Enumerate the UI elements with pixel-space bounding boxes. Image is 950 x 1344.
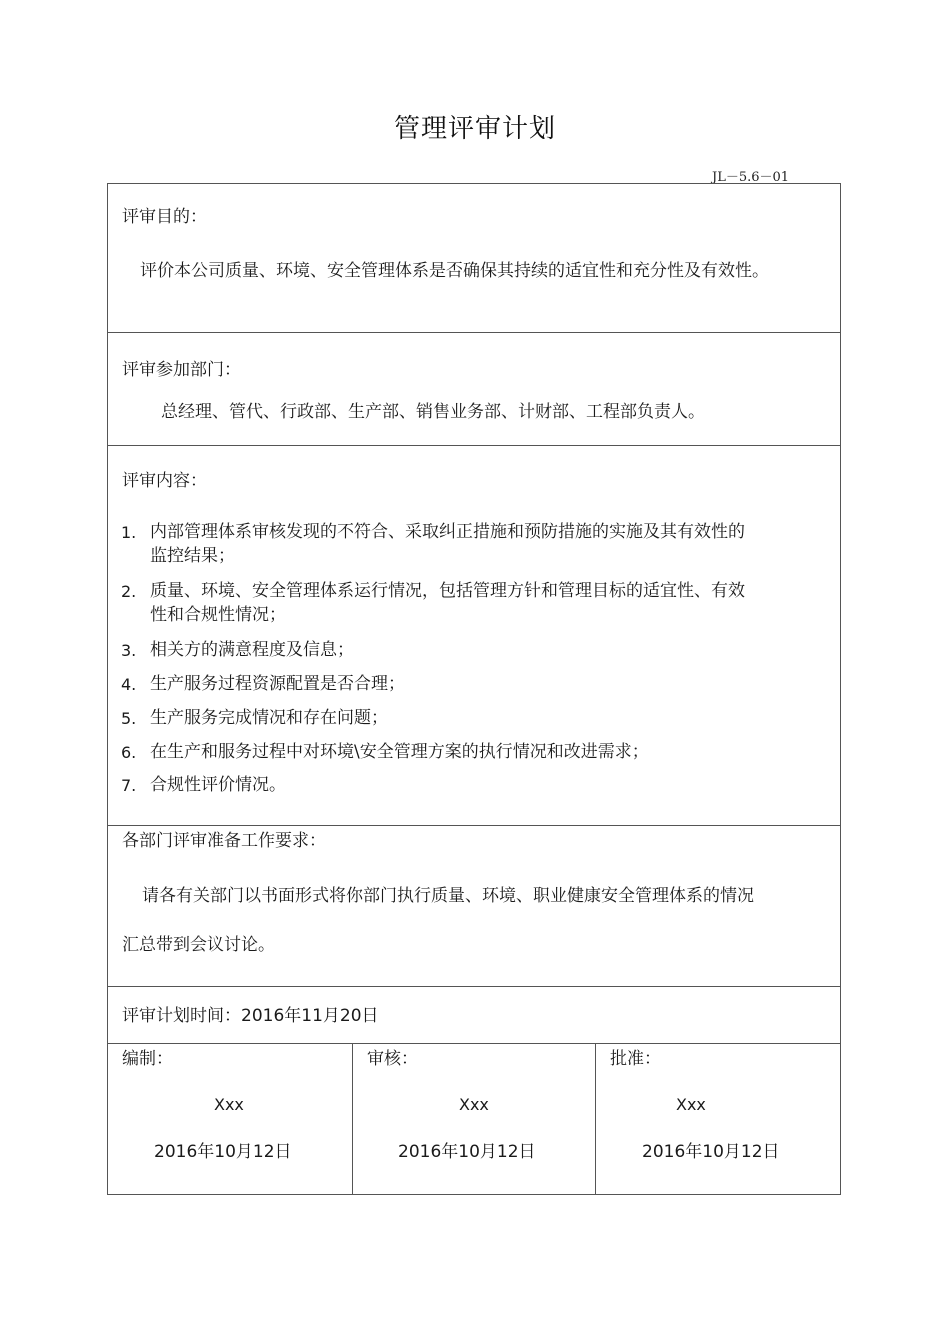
preparation-heading: 各部门评审准备工作要求： [122,831,326,851]
review-schedule: 评审计划时间：2016年11月20日 [122,1006,379,1026]
signature-label: 审核： [367,1049,418,1069]
list-item-number: 7. [121,776,137,795]
list-item-text: 生产服务完成情况和存在问题； [150,708,388,728]
signature-name: Xxx [214,1095,244,1114]
signature-label: 编制： [122,1049,173,1069]
review-plan-table [107,183,841,1195]
list-item-number: 5. [121,709,137,728]
divider [108,332,840,333]
signature-name: Xxx [676,1095,706,1114]
list-item-number: 4. [121,675,137,694]
signature-date: 2016年10月12日 [642,1142,780,1162]
divider [108,445,840,446]
signature-label: 批准： [610,1049,661,1069]
list-item-text: 监控结果； [150,546,235,566]
list-item-number: 2. [121,582,137,601]
list-item-text: 性和合规性情况； [150,605,286,625]
signature-reviewed [353,1043,595,1193]
signature-date: 2016年10月12日 [398,1142,536,1162]
preparation-text: 请各有关部门以书面形式将你部门执行质量、环境、职业健康安全管理体系的情况 [142,886,754,906]
departments-text: 总经理、管代、行政部、生产部、销售业务部、计财部、工程部负责人。 [161,402,705,422]
form-code: JL－5.6－01 [712,170,790,185]
list-item-number: 6. [121,743,137,762]
preparation-text: 汇总带到会议讨论。 [122,935,275,955]
document-title: 管理评审计划 [393,114,556,144]
purpose-text: 评价本公司质量、环境、安全管理体系是否确保其持续的适宜性和充分性及有效性。 [140,261,769,281]
list-item-text: 相关方的满意程度及信息； [150,640,354,660]
signature-approved [596,1043,840,1193]
content-heading: 评审内容： [122,471,207,491]
signature-name: Xxx [459,1095,489,1114]
divider [108,825,840,826]
list-item-text: 内部管理体系审核发现的不符合、采取纠正措施和预防措施的实施及其有效性的 [150,522,745,542]
list-item [150,579,745,627]
list-item-number: 3. [121,641,137,660]
signature-compiled [108,1043,352,1193]
list-item [150,520,745,568]
list-item-number: 1. [121,523,137,542]
departments-heading: 评审参加部门： [122,360,241,380]
list-item-text: 质量、环境、安全管理体系运行情况，包括管理方针和管理目标的适宜性、有效 [150,581,745,601]
signature-date: 2016年10月12日 [154,1142,292,1162]
list-item-text: 合规性评价情况。 [150,775,286,795]
divider [108,986,840,987]
purpose-heading: 评审目的： [122,207,207,227]
list-item-text: 在生产和服务过程中对环境\安全管理方案的执行情况和改进需求； [150,742,649,762]
list-item-text: 生产服务过程资源配置是否合理； [150,674,405,694]
